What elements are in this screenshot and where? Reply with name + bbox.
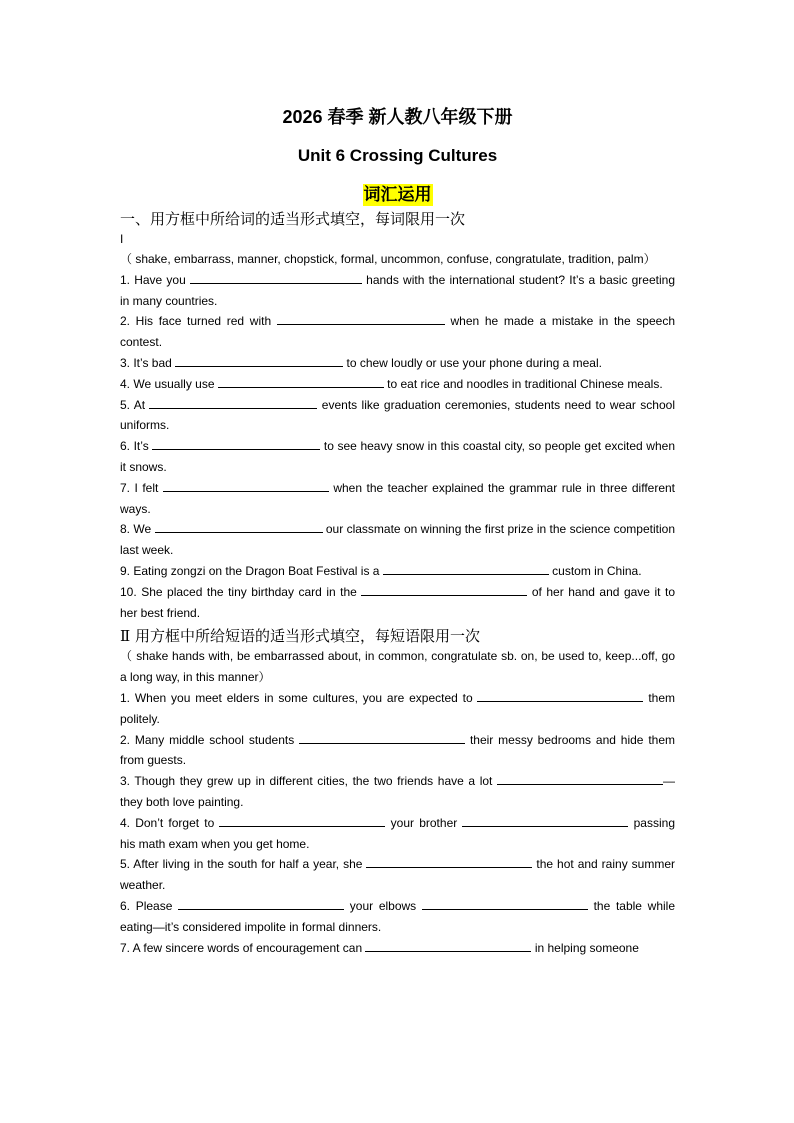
answer-blank[interactable] [497, 772, 663, 785]
section-tag-wrap [120, 184, 675, 206]
part2-item-5: 5. After living in the south for half a year, she the hot and rainy summer weather. [120, 857, 675, 893]
answer-blank[interactable] [218, 375, 384, 388]
worksheet-page [120, 100, 675, 958]
answer-blank[interactable] [175, 354, 343, 367]
answer-blank[interactable] [219, 814, 385, 827]
part2-item-4: 4. Don’t forget to your brother passing his math exam when you get home. [120, 815, 675, 851]
part2-wordbox: （ shake hands with, be embarrassed about, in common, congratulate sb. on, be used to, keep...off, go a long way, in this manner） [120, 649, 675, 685]
part1-item-3: 3. It’s bad to chew loudly or use your phone during a meal. [120, 355, 602, 370]
part2-heading: Ⅱ 用方框中所给短语的适当形式填空，每短语限用一次 [120, 627, 480, 646]
answer-blank[interactable] [365, 939, 531, 952]
section-tag: 词汇运用 [363, 185, 432, 204]
part1-roman: I [120, 232, 124, 246]
answer-blank[interactable] [178, 897, 344, 910]
answer-blank[interactable] [462, 814, 628, 827]
part2-item-2: 2. Many middle school students their messy bedrooms and hide them from guests. [120, 732, 676, 768]
answer-blank[interactable] [383, 562, 549, 575]
answer-blank[interactable] [299, 731, 465, 744]
answer-blank[interactable] [477, 689, 643, 702]
part1-item-2: 2. His face turned red with when he made a mistake in the speech contest. [120, 314, 675, 350]
part1-item-9: 9. Eating zongzi on the Dragon Boat Festival is a custom in China. [120, 563, 642, 578]
unit-title: Unit 6 Crossing Cultures [297, 146, 498, 165]
part1-heading: 一、用方框中所给词的适当形式填空，每词限用一次 [120, 210, 466, 228]
answer-blank[interactable] [155, 520, 323, 533]
part2-item-6: 6. Please your elbows the table while eating—it’s considered impolite in formal dinners. [120, 898, 675, 934]
part2-item-7: 7. A few sincere words of encouragement can in helping someone [120, 940, 639, 955]
answer-blank[interactable] [277, 312, 445, 325]
answer-blank[interactable] [422, 897, 588, 910]
part1-item-1: 1. Have you hands with the international student? It’s a basic greeting in many countries. [120, 272, 675, 308]
part1-wordbox: （ shake, embarrass, manner, chopstick, formal, uncommon, confuse, congratulate, tradition, palm） [120, 252, 656, 266]
part1-item-8: 8. We our classmate on winning the first prize in the science competition last week. [120, 522, 675, 558]
part2-item-3: 3. Though they grew up in different cities, the two friends have a lot —they both love painting. [120, 774, 675, 809]
part2-item-1: 1. When you meet elders in some cultures, you are expected to them politely. [120, 690, 675, 726]
answer-blank[interactable] [366, 855, 532, 868]
part1-item-6: 6. It’s to see heavy snow in this coastal city, so people get excited when it snows. [120, 439, 675, 474]
part1-item-10: 10. She placed the tiny birthday card in the of her hand and gave it to her best friend. [120, 584, 675, 620]
answer-blank[interactable] [163, 479, 329, 492]
part1-item-5: 5. At events like graduation ceremonies, students need to wear school uniforms. [120, 397, 675, 433]
doc-title: 2026 春季 新人教八年级下册 [282, 107, 513, 127]
answer-blank[interactable] [190, 271, 362, 284]
answer-blank[interactable] [149, 396, 317, 409]
answer-blank[interactable] [361, 583, 527, 596]
part1-item-7: 7. I felt when the teacher explained the grammar rule in three different ways. [120, 480, 676, 516]
part1-item-4: 4. We usually use to eat rice and noodles in traditional Chinese meals. [120, 376, 663, 391]
answer-blank[interactable] [152, 437, 320, 450]
